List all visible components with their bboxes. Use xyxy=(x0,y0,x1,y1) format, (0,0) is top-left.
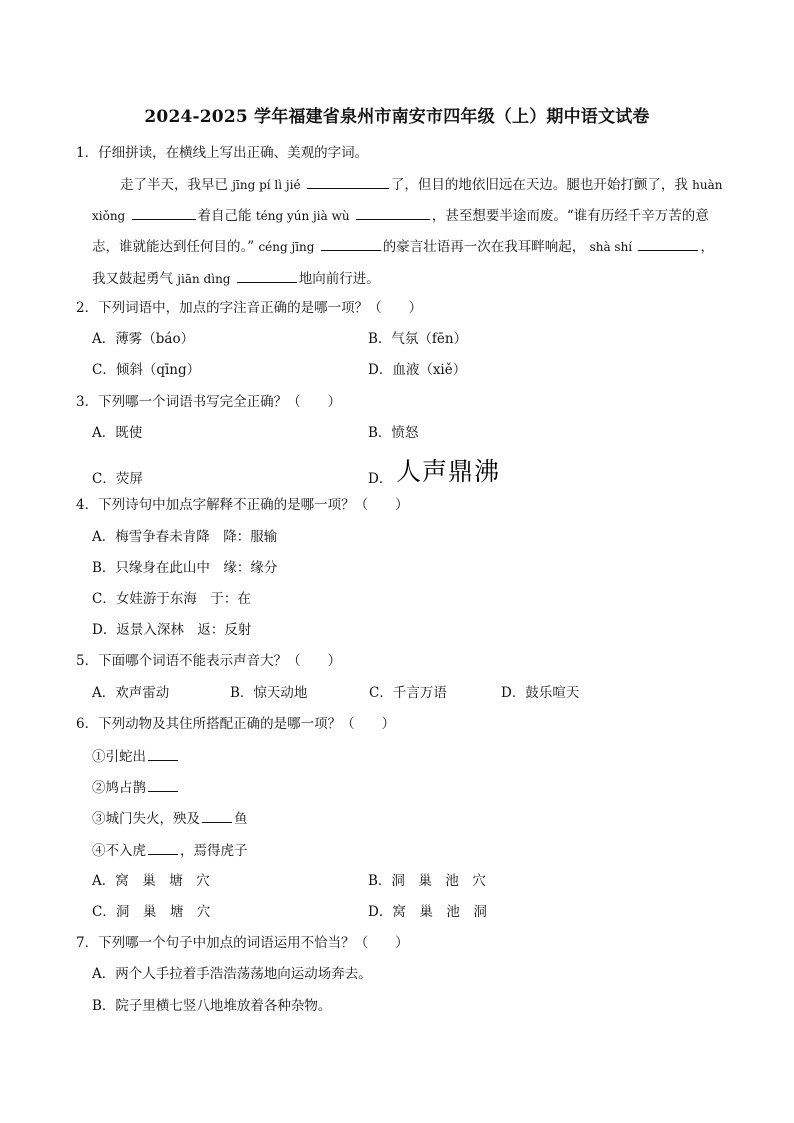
q1-pinyin: shà shí xyxy=(589,240,633,254)
answer-blank[interactable] xyxy=(237,268,297,283)
q6-item-text: ，焉得虎子 xyxy=(180,843,248,859)
q6-item-1 xyxy=(92,746,180,767)
q4-stem: 4．下列诗句中加点字解释不正确的是哪一项？（ ） xyxy=(76,497,409,513)
q6-option-a[interactable]: A．窝 巢 塘 穴 xyxy=(92,873,210,889)
q1-stem: 1．仔细拼读，在横线上写出正确、美观的字词。 xyxy=(76,145,369,161)
q1-pinyin: jiān dìng xyxy=(177,272,231,286)
q1-line-1 xyxy=(120,174,723,195)
q3-stem: 3．下列哪一个词语书写完全正确？（ ） xyxy=(76,394,342,410)
q2-option-d[interactable]: D．血液（xiě） xyxy=(368,362,467,378)
q2-stem: 2．下列词语中，加点的字注音正确的是哪一项？（ ） xyxy=(76,300,423,316)
q1-text: 了，但目的地依旧远在天边。腿也开始打颤了，我 xyxy=(390,177,688,193)
q1-text: 走了半天，我早已 xyxy=(120,177,228,193)
q1-line-4 xyxy=(92,268,380,289)
q1-text: 地向前行进。 xyxy=(298,271,380,287)
q1-text: ，甚至想要半途而废。“谁有历经千辛万苦的意 xyxy=(431,208,709,224)
q5-option-d[interactable]: D．鼓乐喧天 xyxy=(501,685,580,701)
q7-option-b[interactable]: B．院子里横七竖八地堆放着各种杂物。 xyxy=(92,998,332,1014)
q2-option-a[interactable]: A．薄雾（báo） xyxy=(92,331,195,347)
q5-option-a[interactable]: A．欢声雷动 xyxy=(92,685,170,701)
answer-blank[interactable] xyxy=(132,205,196,220)
q5-option-c[interactable]: C．千言万语 xyxy=(369,685,447,701)
q6-option-b[interactable]: B．洞 巢 池 穴 xyxy=(368,873,486,889)
q1-text: 着自己能 xyxy=(197,208,252,224)
q6-option-c[interactable]: C．洞 巢 塘 穴 xyxy=(92,904,211,920)
q1-pinyin: jīng pí lì jié xyxy=(232,178,301,192)
q5-option-b[interactable]: B．惊天动地 xyxy=(230,685,308,701)
q1-line-2 xyxy=(92,205,709,226)
answer-blank[interactable] xyxy=(307,174,389,189)
q6-item-2 xyxy=(92,777,180,798)
q6-item-text: ④不入虎 xyxy=(92,843,146,859)
q3-option-a[interactable]: A．既使 xyxy=(92,425,143,441)
q1-pinyin: xiǒng xyxy=(92,209,126,223)
q4-option-a[interactable]: A．梅雪争春未肯降 降：服输 xyxy=(92,529,278,545)
answer-blank[interactable] xyxy=(148,777,178,792)
answer-blank[interactable] xyxy=(148,746,178,761)
q6-option-d[interactable]: D．窝 巢 池 洞 xyxy=(368,904,487,920)
q6-stem: 6．下列动物及其住所搭配正确的是哪一项？（ ） xyxy=(76,716,396,732)
q7-stem: 7．下列哪一个句子中加点的词语运用不恰当？（ ） xyxy=(76,935,409,951)
q7-option-a[interactable]: A．两个人手拉着手浩浩荡荡地向运动场奔去。 xyxy=(92,966,372,982)
q2-option-b[interactable]: B．气氛（fēn） xyxy=(368,331,468,347)
q4-option-d[interactable]: D．返景入深林 返：反射 xyxy=(92,622,252,638)
q6-item-text: ①引蛇出 xyxy=(92,749,146,765)
q6-item-text: 鱼 xyxy=(234,811,248,827)
handwritten-word-image: 人声鼎沸 xyxy=(396,457,501,486)
q5-stem: 5．下面哪个词语不能表示声音大？（ ） xyxy=(76,653,342,669)
answer-blank[interactable] xyxy=(321,236,381,251)
answer-blank[interactable] xyxy=(638,236,698,251)
q1-pinyin: huàn xyxy=(692,178,723,192)
q4-option-b[interactable]: B．只缘身在此山中 缘：缘分 xyxy=(92,560,278,576)
q1-pinyin: téng yún jià wù xyxy=(255,209,350,223)
q1-pinyin: céng jīng xyxy=(258,240,315,254)
q4-option-c[interactable]: C．女娃游于东海 于：在 xyxy=(92,591,251,607)
q1-line-3 xyxy=(92,236,714,257)
q1-text: ， xyxy=(700,239,714,255)
answer-blank[interactable] xyxy=(202,808,232,823)
q2-option-c[interactable]: C．倾斜（qīng） xyxy=(92,362,201,378)
q1-text: 的豪言壮语再一次在我耳畔响起， xyxy=(382,239,586,255)
q6-item-text: ②鸠占鹊 xyxy=(92,780,146,796)
q6-item-text: ③城门失火，殃及 xyxy=(92,811,200,827)
answer-blank[interactable] xyxy=(356,205,430,220)
q3-option-b[interactable]: B．愤怒 xyxy=(368,425,419,441)
answer-blank[interactable] xyxy=(148,840,178,855)
q3-option-d[interactable]: D． xyxy=(368,471,393,487)
exam-title: 2024-2025 学年福建省泉州市南安市四年级（上）期中语文试卷 xyxy=(144,107,650,127)
q3-option-c[interactable]: C．荧屏 xyxy=(92,471,143,487)
q1-text: 我又鼓起勇气 xyxy=(92,271,173,287)
q1-text: 志，谁就能达到任何目的。” xyxy=(92,239,255,255)
q6-item-4 xyxy=(92,840,248,861)
q6-item-3 xyxy=(92,808,248,829)
